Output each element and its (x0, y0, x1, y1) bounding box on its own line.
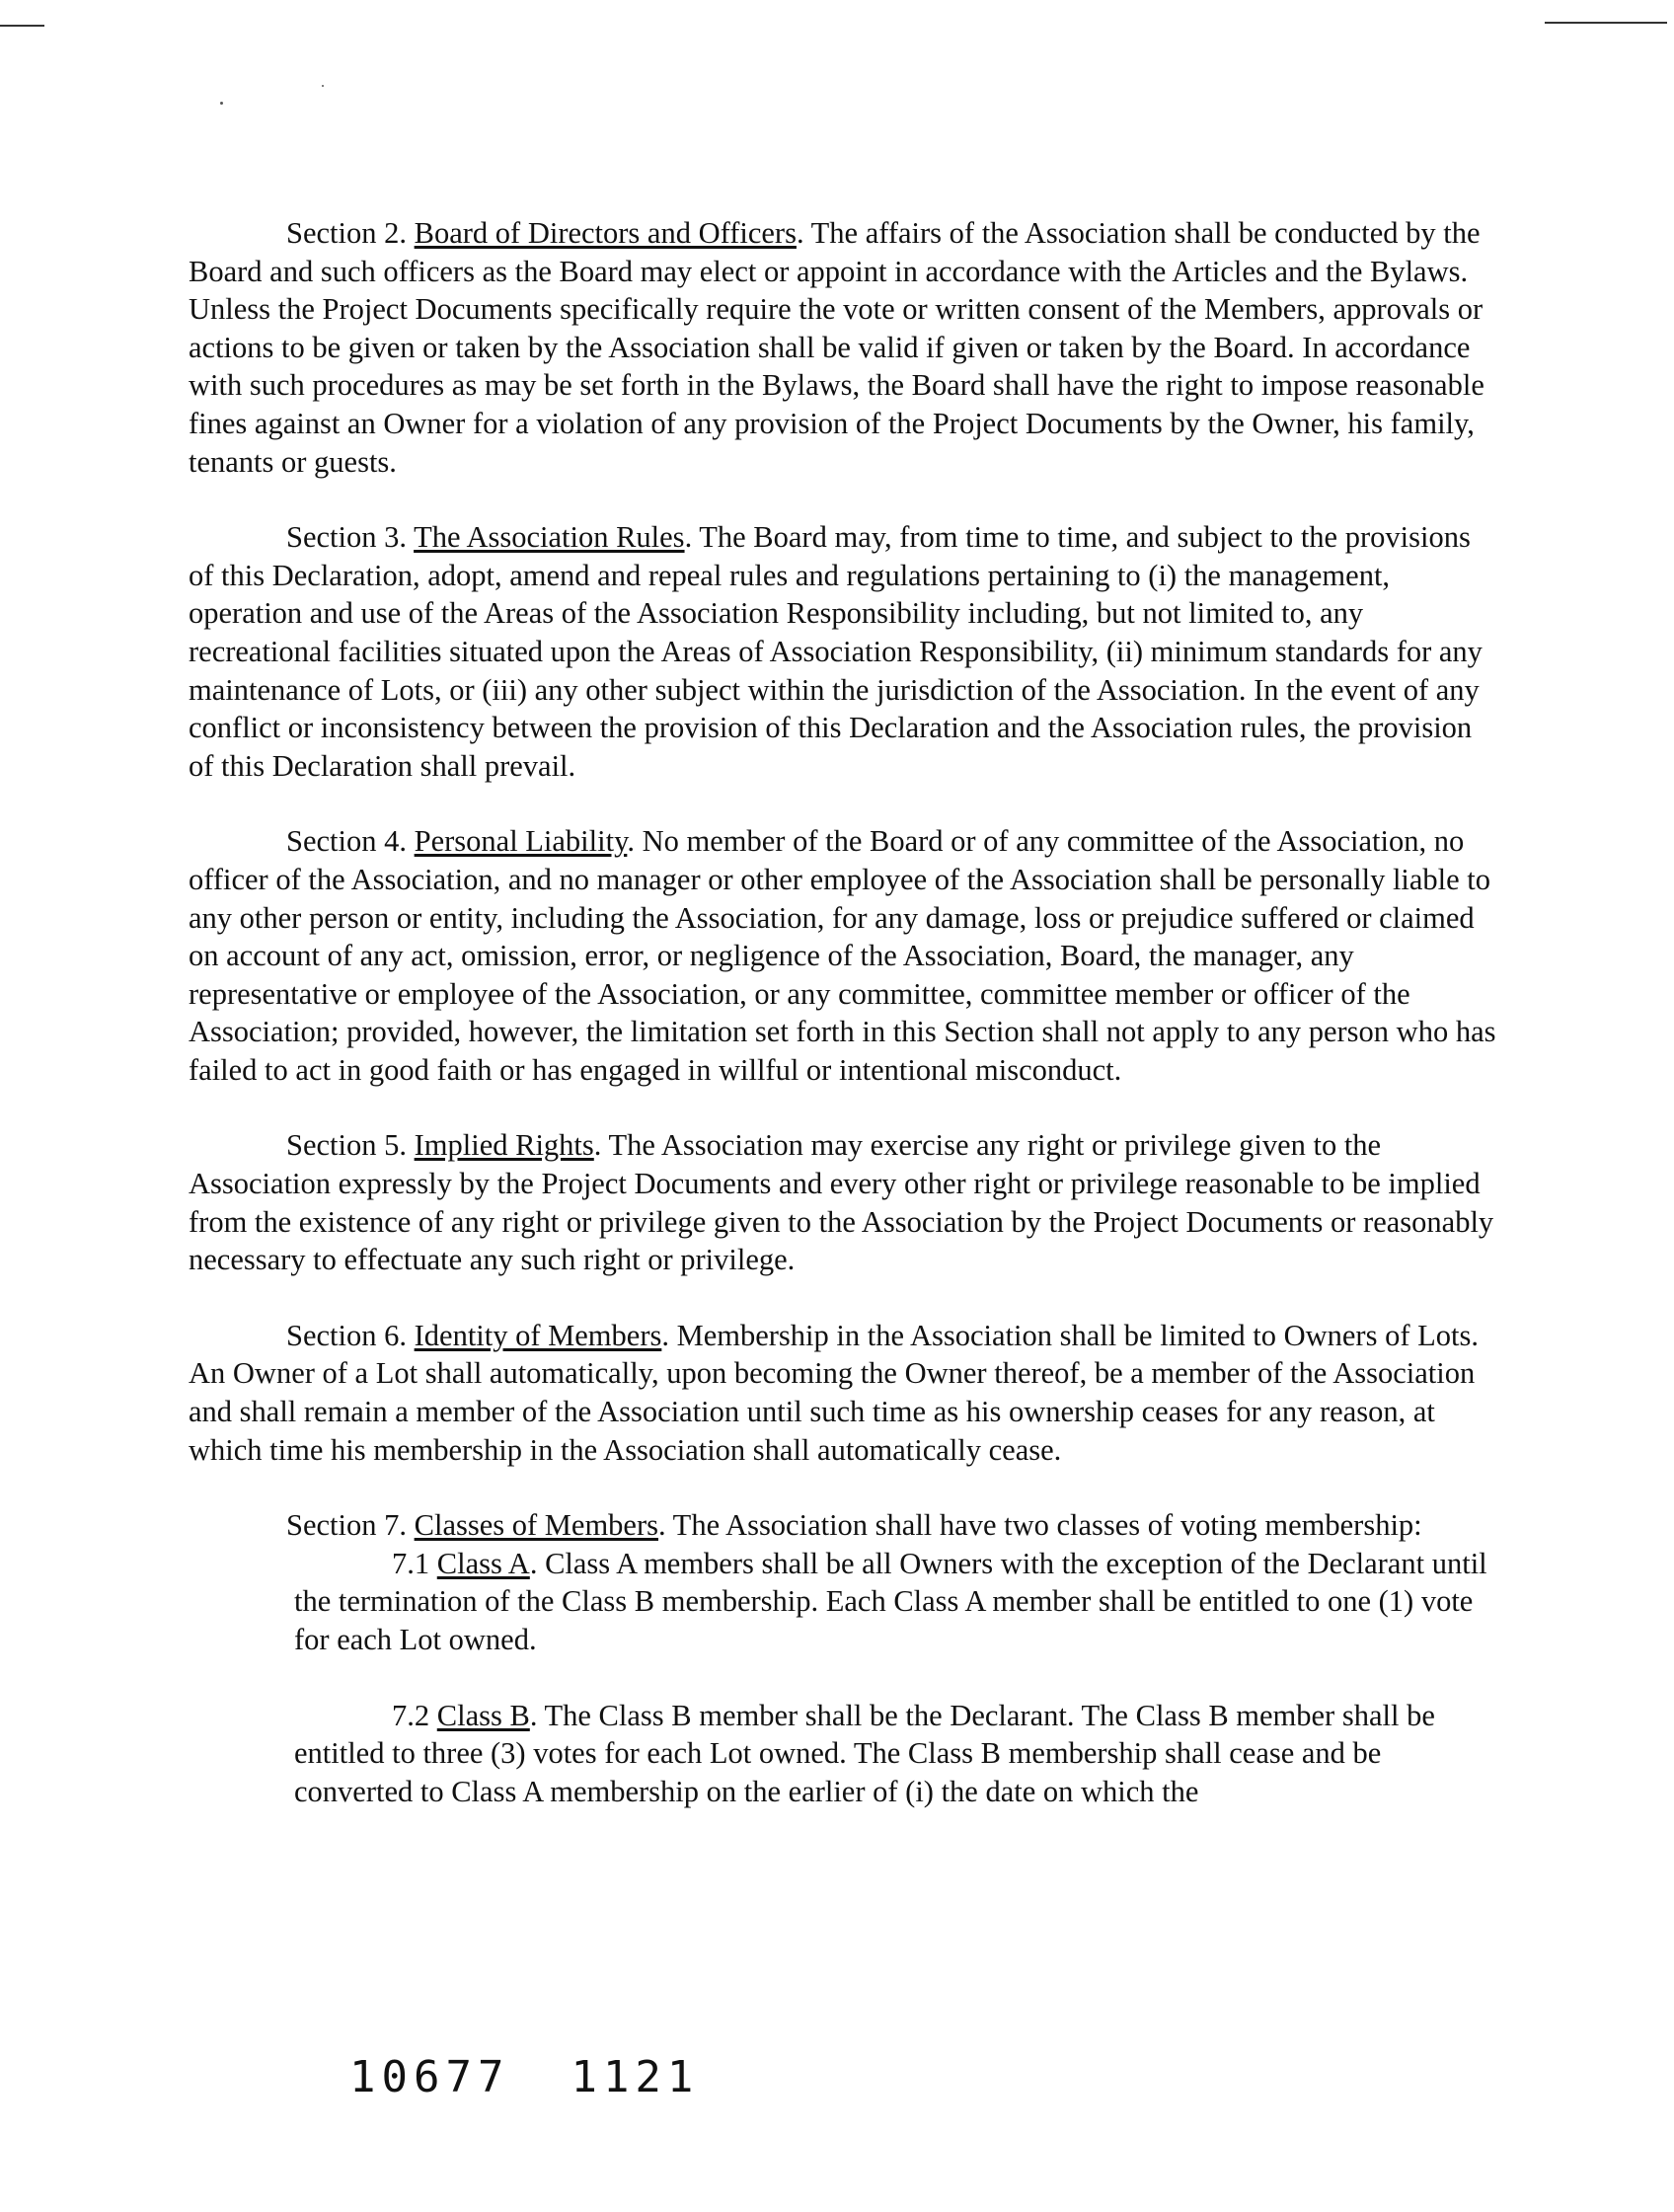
section-7-text: . The Association shall have two classes of voting membership: (657, 1508, 1422, 1543)
subsection-7-2-number: 7.2 (392, 1698, 430, 1732)
section-2-heading: Board of Directors and Officers (414, 216, 797, 250)
scan-edge-mark-right (1545, 22, 1667, 24)
scan-speck (322, 85, 324, 87)
section-6-number: Section 6. (286, 1318, 407, 1352)
section-2-paragraph (189, 214, 1496, 481)
scan-edge-mark-left (0, 25, 44, 27)
section-5-heading: Implied Rights (414, 1128, 594, 1163)
section-5-number: Section 5. (286, 1128, 407, 1163)
section-3-paragraph (189, 518, 1496, 785)
section-3-heading: The Association Rules (414, 520, 685, 555)
section-4-heading: Personal Liability (414, 824, 628, 859)
section-5-text: . The Association may exercise any right or privilege given to the Association expressly by the Project Documents and every other right or privilege reasonable to be implied from the existence of any right or privilege given to the Association by the Project Documents or reasonably necessary to effectuate any such right or privilege. (189, 1128, 1494, 1277)
subsection-7-1-heading: Class A (436, 1546, 530, 1580)
section-5-paragraph (189, 1126, 1496, 1278)
section-7-heading: Classes of Members (414, 1508, 658, 1543)
section-2-number: Section 2. (286, 216, 407, 250)
section-7-paragraph (189, 1506, 1496, 1545)
section-3-number: Section 3. (286, 520, 407, 555)
subsection-7-1-text: . Class A members shall be all Owners with the exception of the Declarant until the termination of the Class B membership. Each Class A member shall be entitled to one (1) vote for each Lot owned. (294, 1546, 1487, 1656)
subsection-7-2-text: . The Class B member shall be the Declarant. The Class B member shall be entitled to three (3) votes for each Lot owned. The Class B membership shall cease and be converted to Class A membership on the earlier of (i) the date on which the (294, 1698, 1435, 1808)
section-4-number: Section 4. (286, 824, 407, 859)
section-4-text: . No member of the Board or of any committee of the Association, no officer of the Association, and no manager or other employee of the Association shall be personally liable to any other person or entity, including the Association, for any damage, loss or prejudice suffered or claimed on account of any act, omission, error, or negligence of the Association, Board, the manager, any representative or employee of the Association, or any committee, committee member or officer of the Association; provided, however, the limitation set forth in this Section shall not apply to any person who has failed to act in good faith or has engaged in willful or intentional misconduct. (189, 824, 1496, 1087)
book-number: 10677 (349, 2052, 510, 2102)
document-body (189, 214, 1496, 1848)
section-6-paragraph (189, 1317, 1496, 1469)
recording-book-page-stamp (349, 2052, 699, 2102)
scan-speck (220, 102, 223, 105)
subsection-7-1-paragraph (294, 1545, 1496, 1659)
section-6-text: . Membership in the Association shall be limited to Owners of Lots. An Owner of a Lot shall automatically, upon becoming the Owner thereof, be a member of the Association and shall remain a member of the Association until such time as his ownership ceases for any reason, at which time his membership in the Association shall automatically cease. (189, 1318, 1479, 1467)
subsection-7-2-heading: Class B (436, 1698, 530, 1732)
subsection-7-2-paragraph (294, 1697, 1496, 1811)
section-3-text: . The Board may, from time to time, and subject to the provisions of this Declaration, adopt, amend and repeal rules and regulations pertaining to (i) the management, operation and use of the Areas of the Association Responsibility including, but not limited to, any recreational facilities situated upon the Areas of Association Responsibility, (ii) minimum standards for any maintenance of Lots, or (iii) any other subject within the jurisdiction of the Association. In the event of any conflict or inconsistency between the provision of this Declaration and the Association rules, the provision of this Declaration shall prevail. (189, 520, 1483, 783)
subsection-7-1-number: 7.1 (392, 1546, 430, 1580)
section-6-heading: Identity of Members (414, 1318, 662, 1352)
section-4-paragraph (189, 822, 1496, 1089)
section-7-number: Section 7. (286, 1508, 407, 1543)
page-number: 1121 (571, 2052, 700, 2102)
section-2-text: . The affairs of the Association shall be conducted by the Board and such officers as the Board may elect or appoint in accordance with the Articles and the Bylaws. Unless the Project Documents specifically require the vote or written consent of the Members, approvals or actions to be given or taken by the Association shall be valid if given or taken by the Board. In accordance with such procedures as may be set forth in the Bylaws, the Board shall have the right to impose reasonable fines against an Owner for a violation of any provision of the Project Documents by the Owner, his family, tenants or guests. (189, 216, 1484, 479)
